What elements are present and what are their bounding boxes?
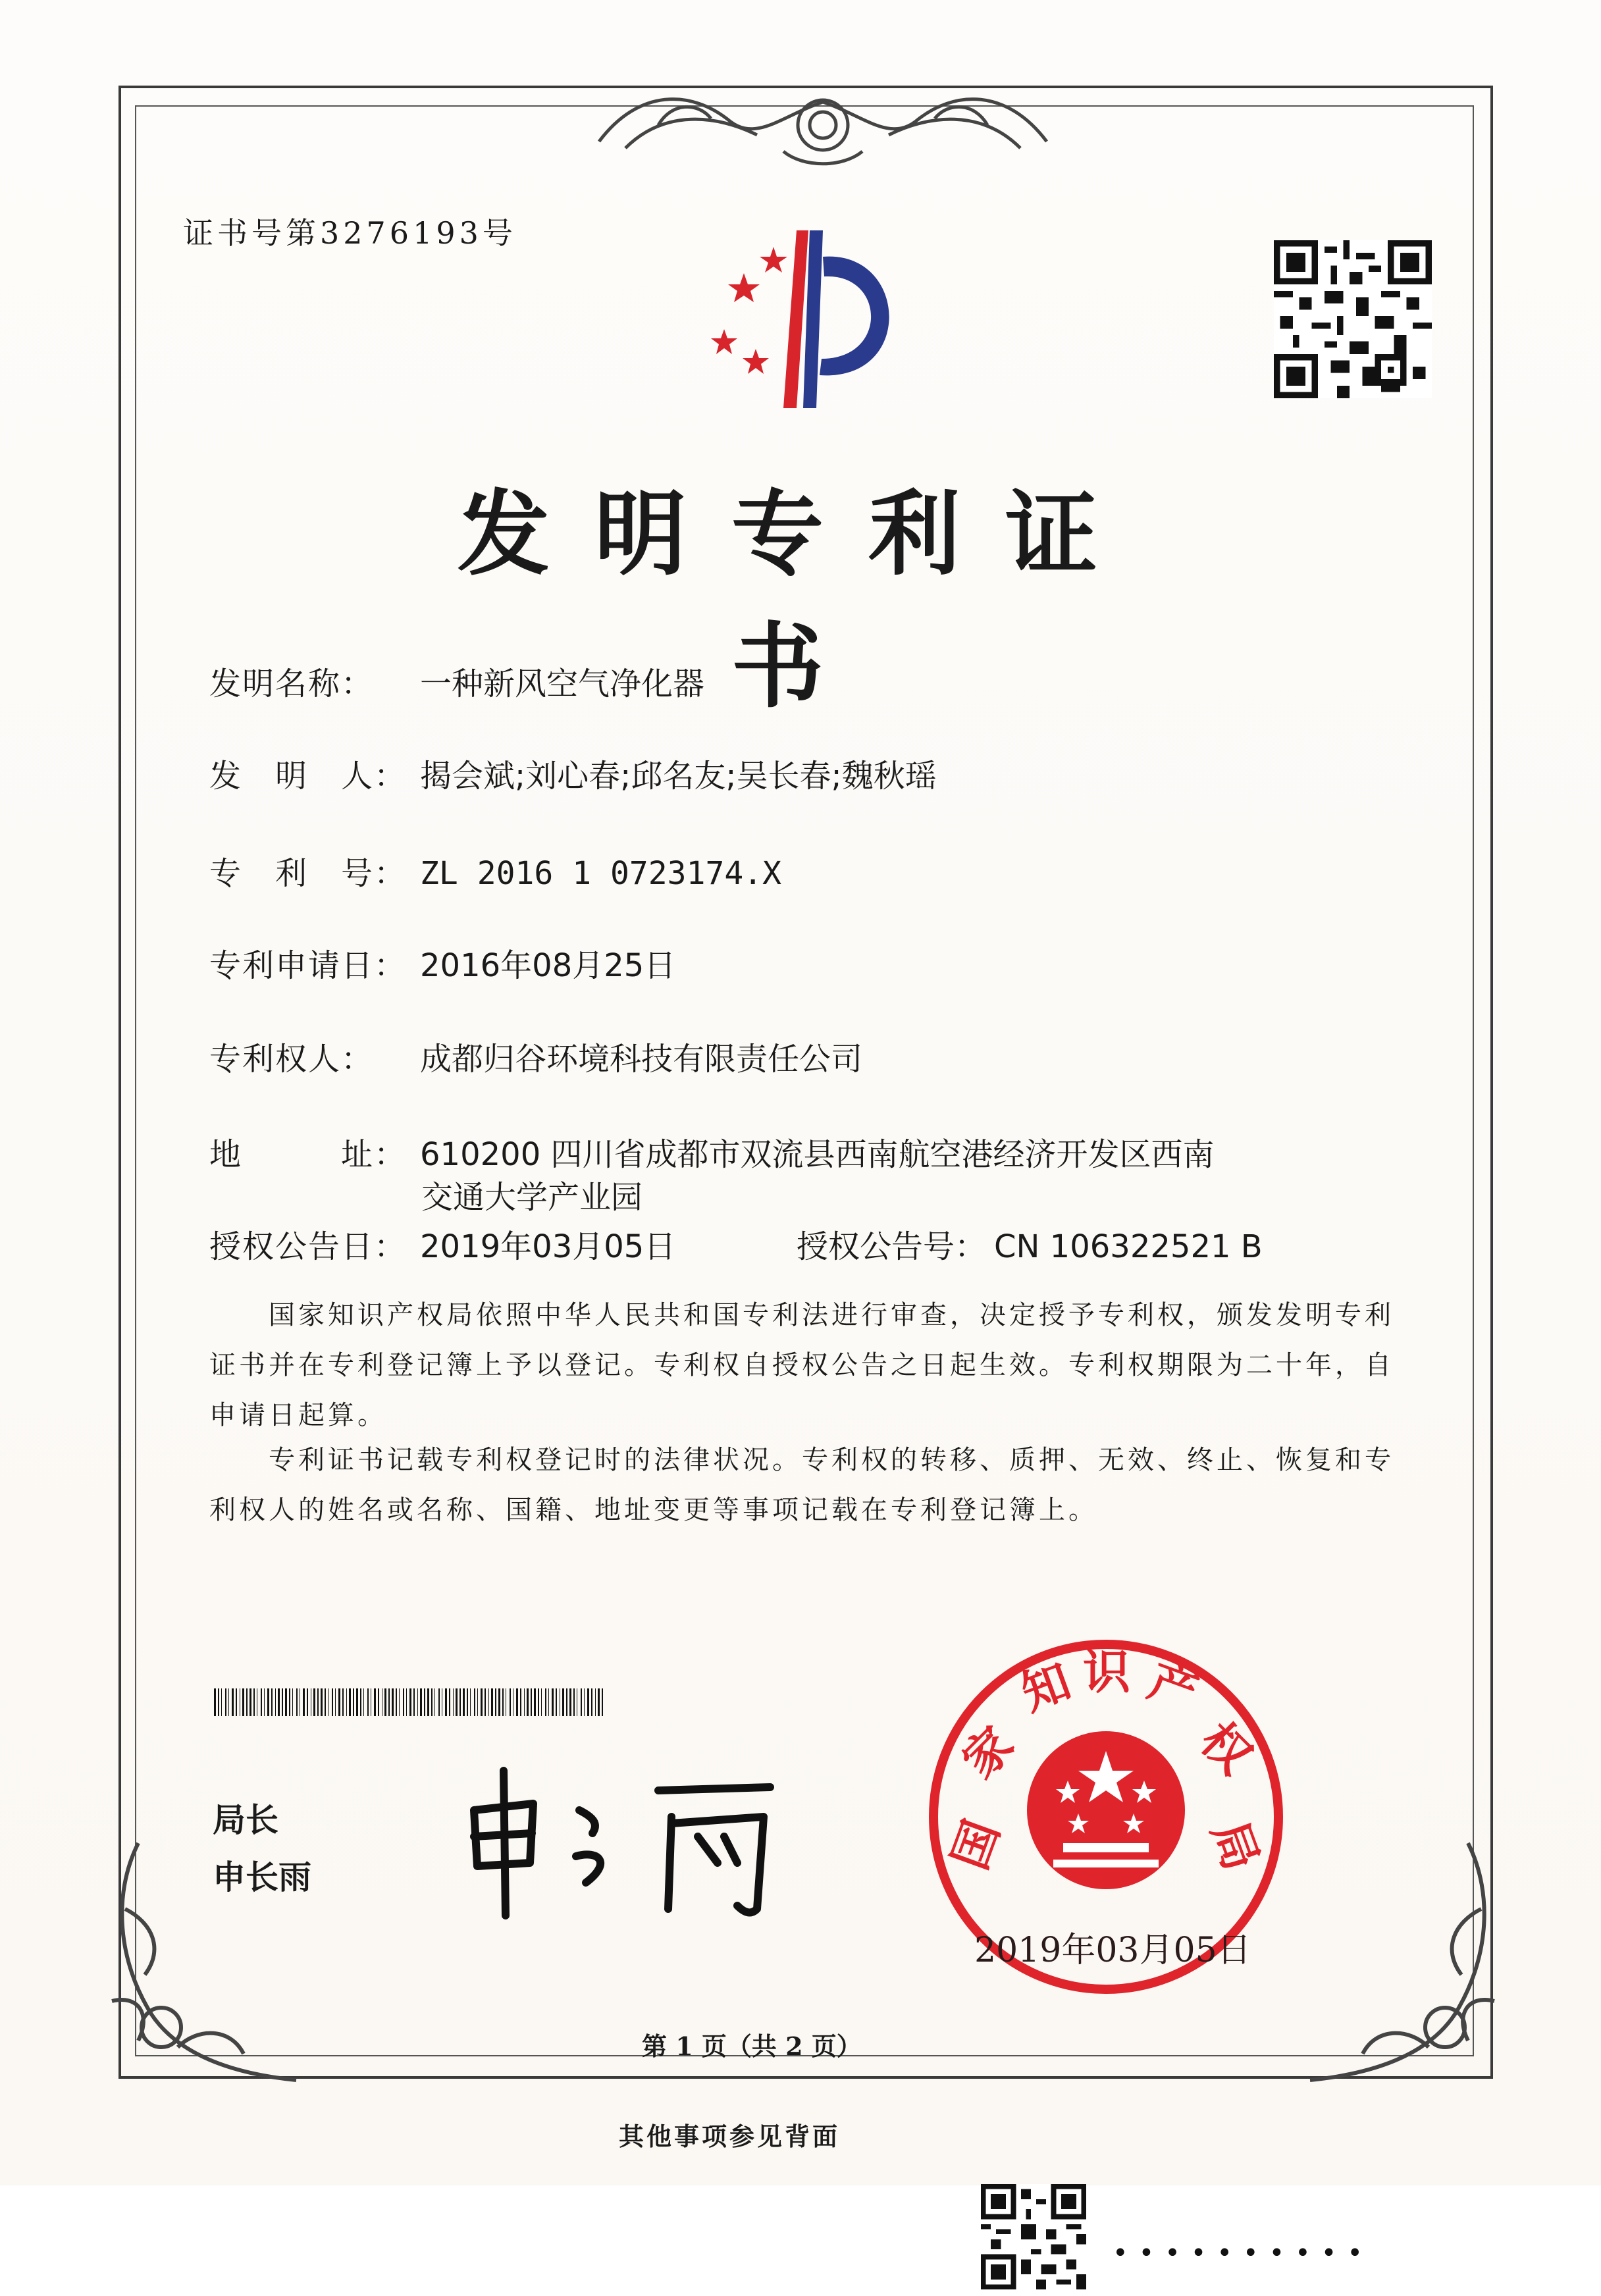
barcode-bar — [531, 1688, 532, 1716]
barcode-bar — [488, 1688, 489, 1716]
svg-text:权: 权 — [1190, 1711, 1263, 1785]
barcode-bar — [228, 1688, 229, 1716]
barcode-bar — [367, 1688, 369, 1716]
barcode-bar — [524, 1688, 525, 1716]
grant-statement-paragraph: 国家知识产权局依照中华人民共和国专利法进行审查，决定授予专利权，颁发发明专利证书并在专利登记簿上予以登记。专利权自授权公告之日起生效。专利权期限为二十年，自申请日起算。 — [209, 1300, 1394, 1430]
barcode-bar — [470, 1688, 471, 1716]
barcode-bar — [285, 1688, 287, 1716]
address-row — [209, 1129, 1215, 1174]
barcode-bar — [242, 1688, 244, 1716]
barcode-bar — [520, 1688, 521, 1716]
bureau-director-name: 申长雨 — [213, 1858, 311, 1896]
barcode-bar — [246, 1688, 248, 1716]
barcode-bar — [338, 1688, 340, 1716]
svg-text:识: 识 — [1083, 1644, 1131, 1700]
barcode-bar — [467, 1688, 468, 1716]
bottom-left-ornament — [99, 1830, 316, 2106]
inventors-row — [209, 750, 937, 796]
barcode-bar — [307, 1688, 308, 1716]
barcode-bar — [602, 1688, 603, 1716]
barcode-bar — [548, 1688, 549, 1716]
barcode-bar — [221, 1688, 222, 1716]
barcode-bar — [552, 1688, 554, 1716]
invention-name-row — [209, 658, 704, 704]
barcode-bar — [516, 1688, 518, 1716]
grant-date-row — [209, 1221, 675, 1266]
svg-text:产: 产 — [1142, 1652, 1205, 1721]
barcode-bar — [453, 1688, 454, 1716]
barcode-bar — [481, 1688, 483, 1716]
barcode-bar — [292, 1688, 293, 1716]
svg-text:知: 知 — [1014, 1652, 1078, 1722]
patent-office-logo-icon — [698, 217, 935, 415]
barcode-bar — [236, 1688, 237, 1716]
barcode-bar — [363, 1688, 364, 1716]
barcode-bar — [278, 1688, 280, 1716]
bureau-title: 局长 — [213, 1801, 278, 1839]
barcode-bar — [303, 1688, 305, 1716]
barcode-bar — [584, 1688, 585, 1716]
barcode-bar — [417, 1688, 418, 1716]
barcode-bar — [321, 1688, 323, 1716]
barcode-bar — [502, 1688, 504, 1716]
barcode-bar — [566, 1688, 567, 1716]
seal-date: 2019年03月05日 — [974, 1931, 1251, 1970]
barcode-bar — [463, 1688, 465, 1716]
barcode-bar — [434, 1688, 435, 1716]
barcode-bar — [449, 1688, 450, 1716]
barcode-bar — [392, 1688, 394, 1716]
barcode-bar — [598, 1688, 600, 1716]
barcode-bar — [474, 1688, 475, 1716]
barcode-bar — [267, 1688, 269, 1716]
barcode-bar — [388, 1688, 390, 1716]
legal-status-paragraph: 专利证书记载专利权登记时的法律状况。专利权的转移、质押、无效、终止、恢复和专利权人的姓名或名称、国籍、地址变更等事项记载在专利登记簿上。 — [209, 1445, 1394, 1525]
barcode-bar — [325, 1688, 326, 1716]
barcode-bar — [378, 1688, 379, 1716]
barcode-bar — [253, 1688, 255, 1716]
top-ornament — [586, 63, 1060, 174]
director-signature — [461, 1751, 803, 1922]
barcode-bar — [296, 1688, 298, 1716]
address-line2: 交通大学产业园 — [421, 1179, 643, 1216]
barcode-bar — [587, 1688, 589, 1716]
barcode-bar — [413, 1688, 415, 1716]
barcode-bar — [353, 1688, 354, 1716]
filing-date-row — [209, 940, 675, 985]
barcode-bar — [214, 1688, 216, 1716]
certificate-title: 发明专利证书 — [457, 481, 1142, 721]
barcode-bar — [438, 1688, 440, 1716]
barcode-bar — [569, 1688, 571, 1716]
barcode-bar — [420, 1688, 422, 1716]
barcode-bar — [541, 1688, 542, 1716]
barcode-bar — [403, 1688, 404, 1716]
barcode-bar — [591, 1688, 592, 1716]
barcode-bar — [456, 1688, 458, 1716]
bottom-dots: •••••••••• — [1113, 2238, 1373, 2268]
barcode-bar — [264, 1688, 265, 1716]
certificate-number: 证书号第3276193号 — [183, 215, 517, 251]
barcode-bar — [445, 1688, 447, 1716]
barcode-bar — [335, 1688, 336, 1716]
barcode-bar — [218, 1688, 219, 1716]
barcode-icon — [214, 1688, 609, 1716]
barcode-bar — [374, 1688, 376, 1716]
barcode-bar — [356, 1688, 358, 1716]
barcode-bar — [581, 1688, 582, 1716]
barcode-bar — [495, 1688, 496, 1716]
barcode-bar — [424, 1688, 425, 1716]
barcode-bar — [342, 1688, 344, 1716]
barcode-bar — [556, 1688, 557, 1716]
filing-date-label: 专利申请日： — [209, 947, 407, 984]
barcode-bar — [289, 1688, 290, 1716]
barcode-bar — [498, 1688, 500, 1716]
barcode-bar — [459, 1688, 461, 1716]
inventors-value: 揭会斌;刘心春;邱名友;吴长春;魏秋瑶 — [420, 758, 937, 795]
barcode-bar — [313, 1688, 315, 1716]
qr-code-bottom-icon — [981, 2184, 1086, 2289]
grant-date-value: 2019年03月05日 — [420, 1228, 676, 1265]
barcode-bar — [346, 1688, 347, 1716]
filing-date-value: 2016年08月25日 — [420, 947, 676, 984]
barcode-bar — [485, 1688, 486, 1716]
svg-text:家: 家 — [951, 1715, 1024, 1789]
barcode-bar — [477, 1688, 478, 1716]
barcode-bar — [491, 1688, 493, 1716]
barcode-bar — [510, 1688, 511, 1716]
barcode-bar — [573, 1688, 575, 1716]
barcode-bar — [332, 1688, 333, 1716]
address-label: 地 址： — [209, 1136, 407, 1173]
grant-number-value: CN 106322521 B — [994, 1228, 1263, 1265]
barcode-bar — [232, 1688, 234, 1716]
barcode-bar — [360, 1688, 361, 1716]
barcode-bar — [249, 1688, 251, 1716]
barcode-bar — [384, 1688, 386, 1716]
patentee-value: 成都归谷环境科技有限责任公司 — [420, 1041, 863, 1078]
back-side-note: 其他事项参见背面 — [619, 2122, 841, 2151]
grant-date-label: 授权公告日： — [209, 1228, 407, 1265]
svg-text:局: 局 — [1201, 1813, 1271, 1878]
barcode-bar — [396, 1688, 397, 1716]
barcode-bar — [534, 1688, 536, 1716]
grant-number-label: 授权公告号： — [797, 1228, 987, 1265]
invention-name-value: 一种新风空气净化器 — [420, 665, 705, 702]
barcode-bar — [225, 1688, 226, 1716]
patent-number-label: 专 利 号： — [209, 855, 407, 892]
qr-code-icon — [1274, 240, 1432, 398]
invention-name-label: 发明名称： — [209, 665, 375, 702]
barcode-bar — [562, 1688, 564, 1716]
patent-number-value: ZL 2016 1 0723174.X — [420, 855, 782, 892]
barcode-bar — [545, 1688, 546, 1716]
barcode-bar — [595, 1688, 596, 1716]
barcode-bar — [261, 1688, 262, 1716]
barcode-bar — [406, 1688, 407, 1716]
barcode-bar — [399, 1688, 400, 1716]
barcode-bar — [317, 1688, 319, 1716]
grant-number-row — [797, 1221, 1263, 1266]
patentee-row — [209, 1033, 862, 1079]
barcode-bar — [427, 1688, 429, 1716]
barcode-bar — [271, 1688, 273, 1716]
barcode-bar — [409, 1688, 411, 1716]
barcode-bar — [527, 1688, 529, 1716]
barcode-bar — [431, 1688, 433, 1716]
barcode-bar — [275, 1688, 276, 1716]
bottom-right-ornament — [1290, 1830, 1508, 2106]
barcode-bar — [282, 1688, 283, 1716]
patentee-label: 专利权人： — [209, 1041, 375, 1078]
address-line1: 610200 四川省成都市双流县西南航空港经济开发区西南 — [420, 1136, 1215, 1173]
patent-number-row — [209, 848, 781, 893]
inventors-label: 发 明 人： — [209, 758, 407, 795]
barcode-bar — [538, 1688, 539, 1716]
page-number: 第 1 页（共 2 页） — [642, 2031, 862, 2061]
svg-text:国: 国 — [941, 1813, 1010, 1877]
barcode-bar — [349, 1688, 351, 1716]
